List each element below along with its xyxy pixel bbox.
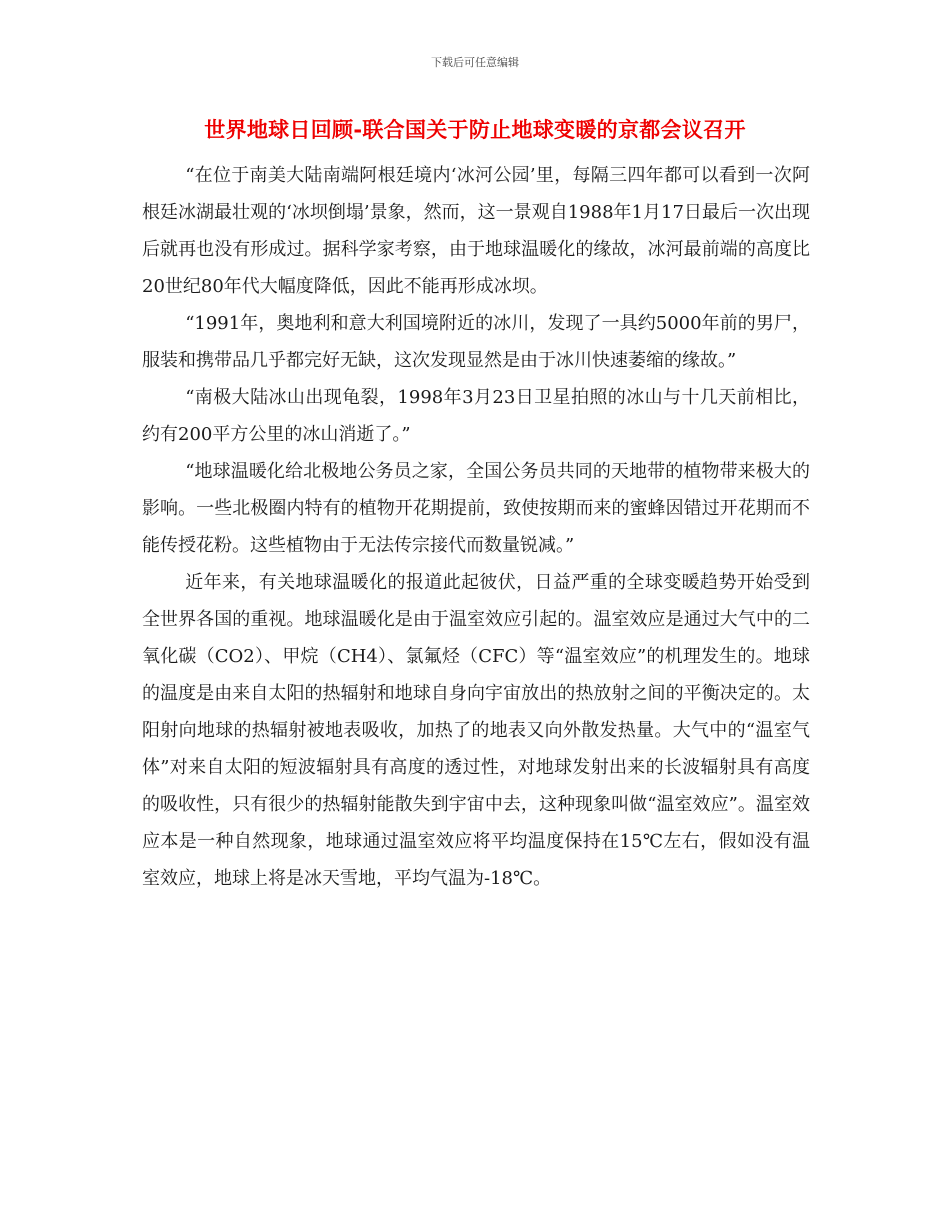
header-note: 下载后可任意编辑: [431, 56, 519, 69]
paragraph-3: “南极大陆冰山出现龟裂，1998年3月23日卫星拍照的冰山与十几天前相比，约有200平方公里的冰山消逝了。”: [142, 387, 810, 445]
paragraph-5: 近年来，有关地球温暖化的报道此起彼伏，日益严重的全球变暖趋势开始受到全世界各国的重视。地球温暖化是由于温室效应引起的。温室效应是通过大气中的二氧化碳（CO2）、甲烷（CH4）、氯氟烃（CFC）等“温室效应”的机理发生的。地球的温度是由来自太阳的热辐射和地球自身向宇宙放出的热放射之间的平衡决定的。太阳射向地球的热辐射被地表吸收，加热了的地表又向外散发热量。大气中的“温室气体”对来自太阳的短波辐射具有高度的透过性，对地球发射出来的长波辐射具有高度的吸收性，只有很少的热辐射能散失到宇宙中去，这种现象叫做“温室效应”。温室效应本是一种自然现象，地球通过温室效应将平均温度保持在15℃左右，假如没有温室效应，地球上将是冰天雪地，平均气温为-18℃。: [142, 572, 810, 889]
paragraph-2: “1991年，奥地利和意大利国境附近的冰川，发现了一具约5000年前的男尸，服装和携带品几乎都完好无缺，这次发现显然是由于冰川快速萎缩的缘故。”: [142, 313, 810, 371]
document-body: [142, 157, 810, 897]
paragraph-1: “在位于南美大陆南端阿根廷境内‘冰河公园’里，每隔三四年都可以看到一次阿根廷冰湖最壮观的‘冰坝倒塌’景象，然而，这一景观自1988年1月17日最后一次出现后就再也没有形成过。据科学家考察，由于地球温暖化的缘故，冰河最前端的高度比20世纪80年代大幅度降低，因此不能再形成冰坝。: [142, 165, 810, 297]
document-title: 世界地球日回顾-联合国关于防止地球变暖的京都会议召开: [204, 118, 746, 142]
paragraph-4: “地球温暖化给北极地公务员之家，全国公务员共同的天地带的植物带来极大的影响。一些北极圈内特有的植物开花期提前，致使按期而来的蜜蜂因错过开花期而不能传授花粉。这些植物由于无法传宗接代而数量锐减。”: [142, 461, 810, 556]
